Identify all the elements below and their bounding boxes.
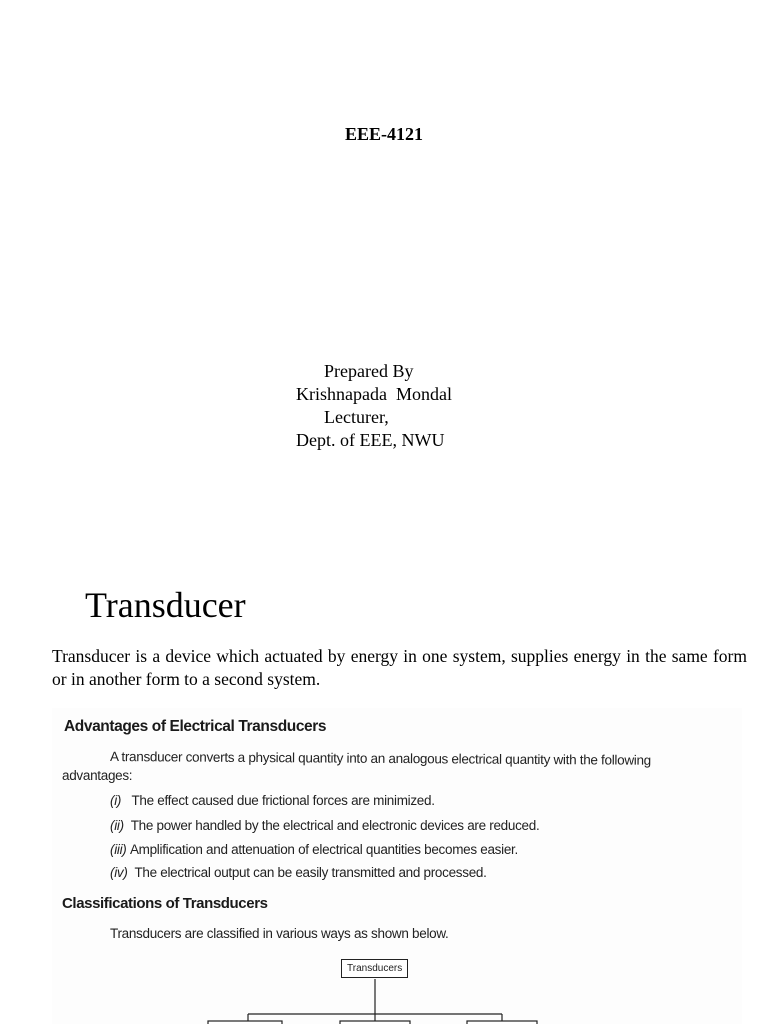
scanned-excerpt (52, 708, 742, 1024)
item-number: (iii) (110, 842, 127, 857)
transducer-definition: Transducer is a device which actuated by energy in one system, supplies energy in the same form or in another form to a second system. (52, 646, 747, 689)
item-number: (iv) (110, 865, 128, 880)
prepared-by-label: Prepared By (324, 361, 414, 381)
item-text: The power handled by the electrical and electronic devices are reduced. (130, 818, 540, 833)
author-name: Krishnapada Mondal (296, 384, 452, 404)
author-position: Lecturer, (324, 407, 389, 427)
classifications-text: Transducers are classified in various ways as shown below. (110, 926, 449, 941)
item-text: The effect caused due frictional forces are minimized. (131, 793, 435, 808)
section-title: Transducer (85, 585, 246, 625)
classifications-heading: Classifications of Transducers (62, 895, 268, 912)
diagram-root-box: Transducers (341, 959, 408, 978)
item-text: Amplification and attenuation of electrical quantities becomes easier. (129, 842, 518, 857)
item-number: (i) (110, 793, 122, 808)
item-number: (ii) (110, 818, 124, 833)
course-code: EEE-4121 (344, 124, 423, 144)
advantages-intro-line2: advantages: (62, 768, 133, 783)
author-department: Dept. of EEE, NWU (296, 430, 445, 450)
item-text: The electrical output can be easily transmitted and processed. (134, 865, 487, 880)
advantages-heading: Advantages of Electrical Transducers (64, 718, 327, 735)
advantages-intro-line1: A transducer converts a physical quantity into an analogous electrical quantity with the following (109, 749, 651, 768)
